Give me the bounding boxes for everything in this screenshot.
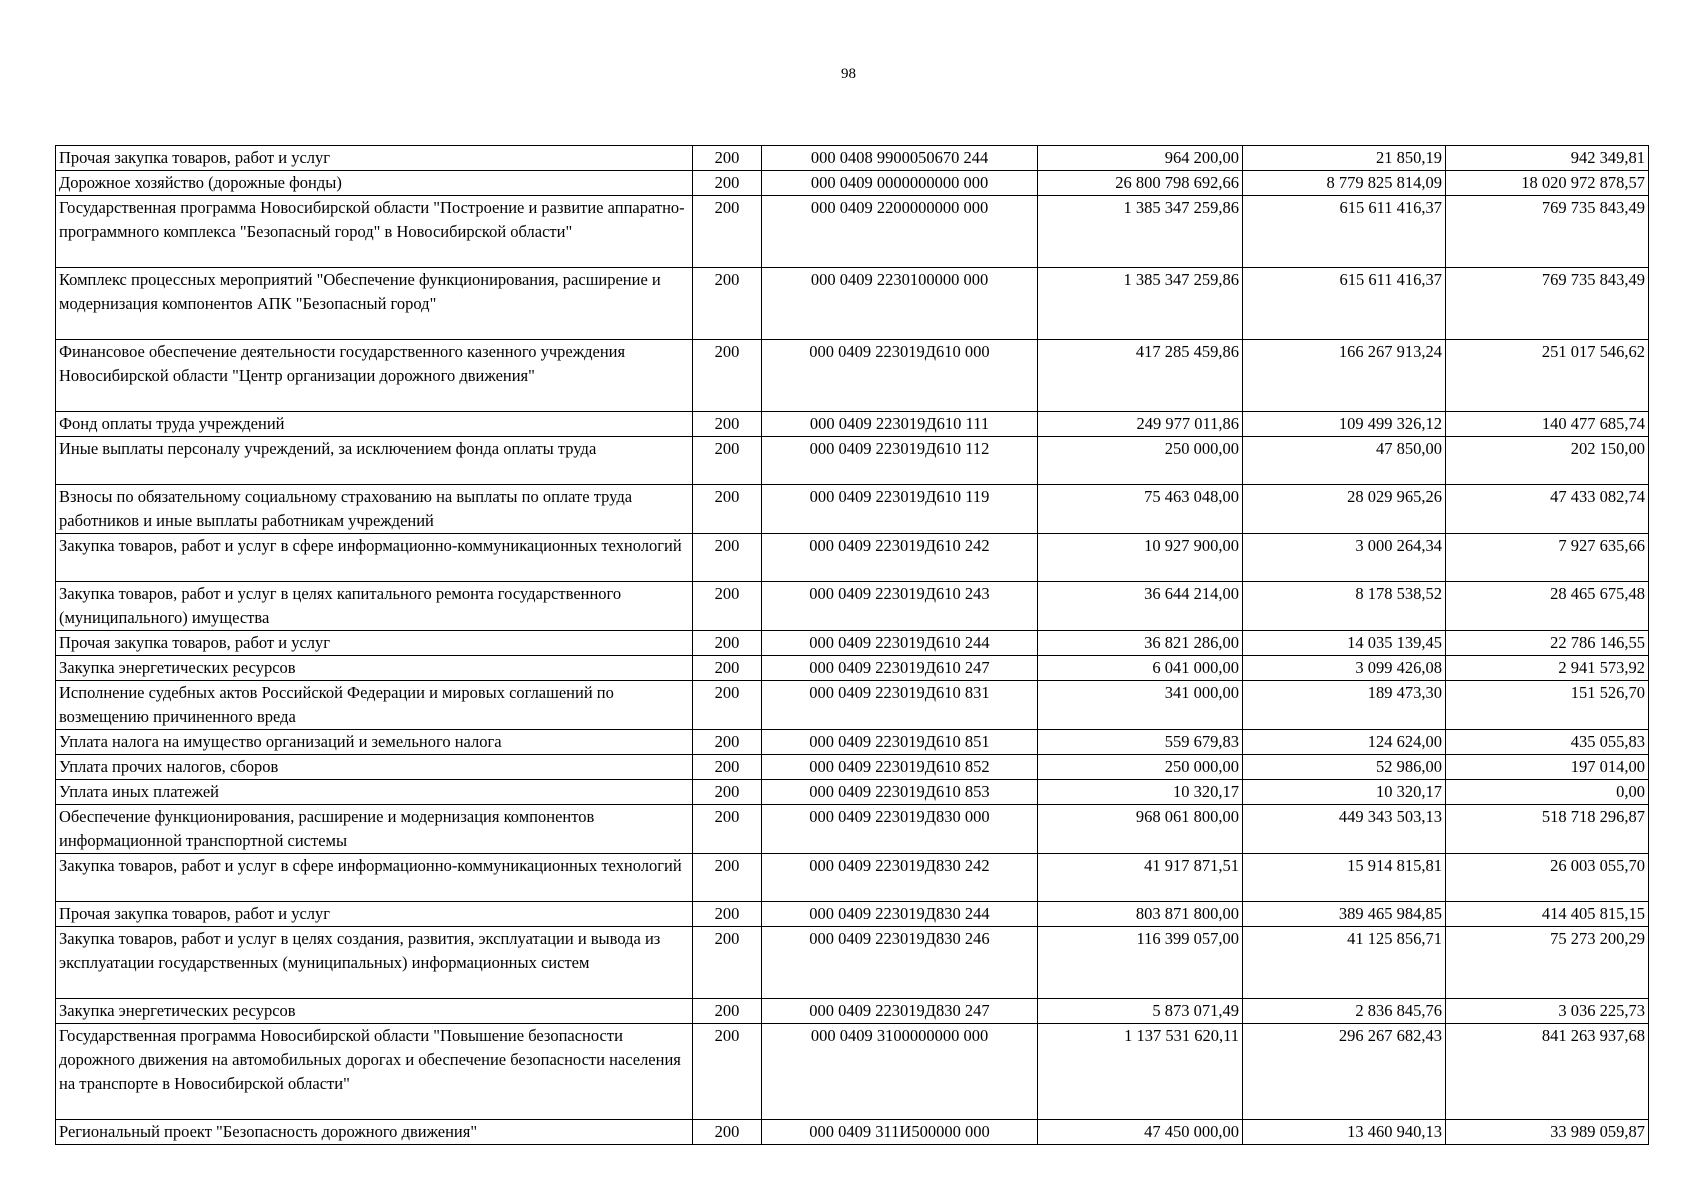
row-name: Уплата налога на имущество организаций и земельного налога: [56, 730, 693, 755]
row-name: Иные выплаты персоналу учреждений, за исключением фонда оплаты труда: [56, 437, 693, 485]
row-executed-amount: 166 267 913,24: [1243, 340, 1446, 412]
row-approved-amount: 968 061 800,00: [1038, 805, 1243, 854]
row-unexecuted-amount: 47 433 082,74: [1446, 485, 1649, 534]
row-budget-code: 000 0409 223019Д830 246: [762, 927, 1038, 999]
row-line-code: 200: [693, 656, 762, 681]
row-name: Государственная программа Новосибирской области "Построение и развитие аппаратно-программного комплекса "Безопасный город" в Новосибирской области": [56, 196, 693, 268]
row-line-code: 200: [693, 437, 762, 485]
row-line-code: 200: [693, 268, 762, 340]
row-unexecuted-amount: 435 055,83: [1446, 730, 1649, 755]
row-budget-code: 000 0409 223019Д610 112: [762, 437, 1038, 485]
row-budget-code: 000 0409 2230100000 000: [762, 268, 1038, 340]
row-budget-code: 000 0408 9900050670 244: [762, 146, 1038, 171]
row-unexecuted-amount: 518 718 296,87: [1446, 805, 1649, 854]
row-budget-code: 000 0409 223019Д830 000: [762, 805, 1038, 854]
row-name: Государственная программа Новосибирской области "Повышение безопасности дорожного движения на автомобильных дорогах и обеспечение безопасности населения на транспорте в Новосибирской области": [56, 1024, 693, 1120]
table-row: [56, 902, 1649, 927]
row-unexecuted-amount: 197 014,00: [1446, 755, 1649, 780]
row-line-code: 200: [693, 854, 762, 902]
budget-table: [55, 145, 1649, 1145]
table-row: [56, 171, 1649, 196]
row-name: Фонд оплаты труда учреждений: [56, 412, 693, 437]
table-row: [56, 805, 1649, 854]
table-row: [56, 485, 1649, 534]
row-executed-amount: 21 850,19: [1243, 146, 1446, 171]
row-approved-amount: 417 285 459,86: [1038, 340, 1243, 412]
row-budget-code: 000 0409 223019Д830 247: [762, 999, 1038, 1024]
table-row: [56, 780, 1649, 805]
row-executed-amount: 2 836 845,76: [1243, 999, 1446, 1024]
row-budget-code: 000 0409 3100000000 000: [762, 1024, 1038, 1120]
table-row: [56, 656, 1649, 681]
row-unexecuted-amount: 151 526,70: [1446, 681, 1649, 730]
row-executed-amount: 41 125 856,71: [1243, 927, 1446, 999]
row-executed-amount: 47 850,00: [1243, 437, 1446, 485]
row-budget-code: 000 0409 223019Д610 000: [762, 340, 1038, 412]
table-row: [56, 854, 1649, 902]
row-budget-code: 000 0409 223019Д610 853: [762, 780, 1038, 805]
table-row: [56, 1120, 1649, 1145]
row-line-code: 200: [693, 412, 762, 437]
row-executed-amount: 52 986,00: [1243, 755, 1446, 780]
row-unexecuted-amount: 251 017 546,62: [1446, 340, 1649, 412]
row-name: Уплата прочих налогов, сборов: [56, 755, 693, 780]
row-executed-amount: 10 320,17: [1243, 780, 1446, 805]
row-name: Дорожное хозяйство (дорожные фонды): [56, 171, 693, 196]
row-unexecuted-amount: 769 735 843,49: [1446, 268, 1649, 340]
row-approved-amount: 36 644 214,00: [1038, 582, 1243, 631]
row-name: Закупка энергетических ресурсов: [56, 999, 693, 1024]
row-budget-code: 000 0409 223019Д610 111: [762, 412, 1038, 437]
row-executed-amount: 615 611 416,37: [1243, 268, 1446, 340]
row-approved-amount: 10 927 900,00: [1038, 534, 1243, 582]
row-budget-code: 000 0409 223019Д830 244: [762, 902, 1038, 927]
row-unexecuted-amount: 202 150,00: [1446, 437, 1649, 485]
row-budget-code: 000 0409 223019Д610 242: [762, 534, 1038, 582]
row-approved-amount: 1 385 347 259,86: [1038, 268, 1243, 340]
row-unexecuted-amount: 28 465 675,48: [1446, 582, 1649, 631]
row-unexecuted-amount: 841 263 937,68: [1446, 1024, 1649, 1120]
row-executed-amount: 296 267 682,43: [1243, 1024, 1446, 1120]
row-approved-amount: 75 463 048,00: [1038, 485, 1243, 534]
row-budget-code: 000 0409 223019Д610 851: [762, 730, 1038, 755]
row-line-code: 200: [693, 534, 762, 582]
row-budget-code: 000 0409 223019Д610 119: [762, 485, 1038, 534]
row-approved-amount: 249 977 011,86: [1038, 412, 1243, 437]
row-executed-amount: 615 611 416,37: [1243, 196, 1446, 268]
row-line-code: 200: [693, 196, 762, 268]
row-executed-amount: 28 029 965,26: [1243, 485, 1446, 534]
row-line-code: 200: [693, 780, 762, 805]
row-unexecuted-amount: 75 273 200,29: [1446, 927, 1649, 999]
row-executed-amount: 189 473,30: [1243, 681, 1446, 730]
row-executed-amount: 449 343 503,13: [1243, 805, 1446, 854]
row-unexecuted-amount: 3 036 225,73: [1446, 999, 1649, 1024]
row-approved-amount: 1 385 347 259,86: [1038, 196, 1243, 268]
row-line-code: 200: [693, 340, 762, 412]
row-name: Финансовое обеспечение деятельности государственного казенного учреждения Новосибирской области "Центр организации дорожного движения": [56, 340, 693, 412]
row-line-code: 200: [693, 681, 762, 730]
table-row: [56, 631, 1649, 656]
table-row: [56, 730, 1649, 755]
row-approved-amount: 36 821 286,00: [1038, 631, 1243, 656]
row-approved-amount: 964 200,00: [1038, 146, 1243, 171]
row-line-code: 200: [693, 730, 762, 755]
row-unexecuted-amount: 18 020 972 878,57: [1446, 171, 1649, 196]
row-approved-amount: 341 000,00: [1038, 681, 1243, 730]
table-row: [56, 1024, 1649, 1120]
row-line-code: 200: [693, 1120, 762, 1145]
page-number: 98: [841, 66, 856, 82]
row-budget-code: 000 0409 0000000000 000: [762, 171, 1038, 196]
row-approved-amount: 6 041 000,00: [1038, 656, 1243, 681]
row-approved-amount: 10 320,17: [1038, 780, 1243, 805]
row-line-code: 200: [693, 1024, 762, 1120]
row-name: Региональный проект "Безопасность дорожного движения": [56, 1120, 693, 1145]
row-name: Уплата иных платежей: [56, 780, 693, 805]
row-unexecuted-amount: 2 941 573,92: [1446, 656, 1649, 681]
row-name: Взносы по обязательному социальному страхованию на выплаты по оплате труда работников и иные выплаты работникам учреждений: [56, 485, 693, 534]
row-executed-amount: 8 779 825 814,09: [1243, 171, 1446, 196]
row-budget-code: 000 0409 223019Д610 244: [762, 631, 1038, 656]
row-line-code: 200: [693, 146, 762, 171]
row-name: Прочая закупка товаров, работ и услуг: [56, 902, 693, 927]
row-line-code: 200: [693, 902, 762, 927]
budget-table-body: [56, 146, 1649, 1145]
table-row: [56, 927, 1649, 999]
table-row: [56, 268, 1649, 340]
row-executed-amount: 8 178 538,52: [1243, 582, 1446, 631]
table-row: [56, 340, 1649, 412]
row-name: Закупка товаров, работ и услуг в целях создания, развития, эксплуатации и вывода из эксплуатации государственных (муниципальных) информационных систем: [56, 927, 693, 999]
table-row: [56, 146, 1649, 171]
row-approved-amount: 116 399 057,00: [1038, 927, 1243, 999]
row-name: Комплекс процессных мероприятий "Обеспечение функционирования, расширение и модернизация компонентов АПК "Безопасный город": [56, 268, 693, 340]
row-budget-code: 000 0409 223019Д830 242: [762, 854, 1038, 902]
table-row: [56, 196, 1649, 268]
row-executed-amount: 14 035 139,45: [1243, 631, 1446, 656]
row-unexecuted-amount: 942 349,81: [1446, 146, 1649, 171]
row-line-code: 200: [693, 485, 762, 534]
row-budget-code: 000 0409 223019Д610 831: [762, 681, 1038, 730]
table-row: [56, 582, 1649, 631]
row-unexecuted-amount: 0,00: [1446, 780, 1649, 805]
table-row: [56, 412, 1649, 437]
row-approved-amount: 1 137 531 620,11: [1038, 1024, 1243, 1120]
row-approved-amount: 559 679,83: [1038, 730, 1243, 755]
row-executed-amount: 3 000 264,34: [1243, 534, 1446, 582]
row-name: Закупка товаров, работ и услуг в сфере информационно-коммуникационных технологий: [56, 534, 693, 582]
row-executed-amount: 124 624,00: [1243, 730, 1446, 755]
row-name: Исполнение судебных актов Российской Федерации и мировых соглашений по возмещению причиненного вреда: [56, 681, 693, 730]
row-budget-code: 000 0409 223019Д610 243: [762, 582, 1038, 631]
row-approved-amount: 41 917 871,51: [1038, 854, 1243, 902]
row-unexecuted-amount: 7 927 635,66: [1446, 534, 1649, 582]
row-budget-code: 000 0409 223019Д610 247: [762, 656, 1038, 681]
row-name: Закупка товаров, работ и услуг в целях капитального ремонта государственного (муниципального) имущества: [56, 582, 693, 631]
row-approved-amount: 26 800 798 692,66: [1038, 171, 1243, 196]
row-unexecuted-amount: 414 405 815,15: [1446, 902, 1649, 927]
row-name: Прочая закупка товаров, работ и услуг: [56, 631, 693, 656]
row-executed-amount: 389 465 984,85: [1243, 902, 1446, 927]
row-unexecuted-amount: 33 989 059,87: [1446, 1120, 1649, 1145]
row-name: Закупка энергетических ресурсов: [56, 656, 693, 681]
table-row: [56, 437, 1649, 485]
row-unexecuted-amount: 26 003 055,70: [1446, 854, 1649, 902]
row-executed-amount: 13 460 940,13: [1243, 1120, 1446, 1145]
row-budget-code: 000 0409 311И500000 000: [762, 1120, 1038, 1145]
table-row: [56, 755, 1649, 780]
row-line-code: 200: [693, 755, 762, 780]
row-name: Прочая закупка товаров, работ и услуг: [56, 146, 693, 171]
row-approved-amount: 250 000,00: [1038, 755, 1243, 780]
row-approved-amount: 5 873 071,49: [1038, 999, 1243, 1024]
row-line-code: 200: [693, 171, 762, 196]
row-executed-amount: 109 499 326,12: [1243, 412, 1446, 437]
row-approved-amount: 250 000,00: [1038, 437, 1243, 485]
table-row: [56, 999, 1649, 1024]
row-name: Закупка товаров, работ и услуг в сфере информационно-коммуникационных технологий: [56, 854, 693, 902]
row-budget-code: 000 0409 2200000000 000: [762, 196, 1038, 268]
row-unexecuted-amount: 769 735 843,49: [1446, 196, 1649, 268]
row-budget-code: 000 0409 223019Д610 852: [762, 755, 1038, 780]
row-unexecuted-amount: 140 477 685,74: [1446, 412, 1649, 437]
row-line-code: 200: [693, 999, 762, 1024]
row-line-code: 200: [693, 582, 762, 631]
row-line-code: 200: [693, 805, 762, 854]
row-name: Обеспечение функционирования, расширение и модернизация компонентов информационной транспортной системы: [56, 805, 693, 854]
row-executed-amount: 15 914 815,81: [1243, 854, 1446, 902]
table-row: [56, 534, 1649, 582]
row-executed-amount: 3 099 426,08: [1243, 656, 1446, 681]
row-unexecuted-amount: 22 786 146,55: [1446, 631, 1649, 656]
row-approved-amount: 47 450 000,00: [1038, 1120, 1243, 1145]
row-approved-amount: 803 871 800,00: [1038, 902, 1243, 927]
row-line-code: 200: [693, 631, 762, 656]
table-row: [56, 681, 1649, 730]
row-line-code: 200: [693, 927, 762, 999]
